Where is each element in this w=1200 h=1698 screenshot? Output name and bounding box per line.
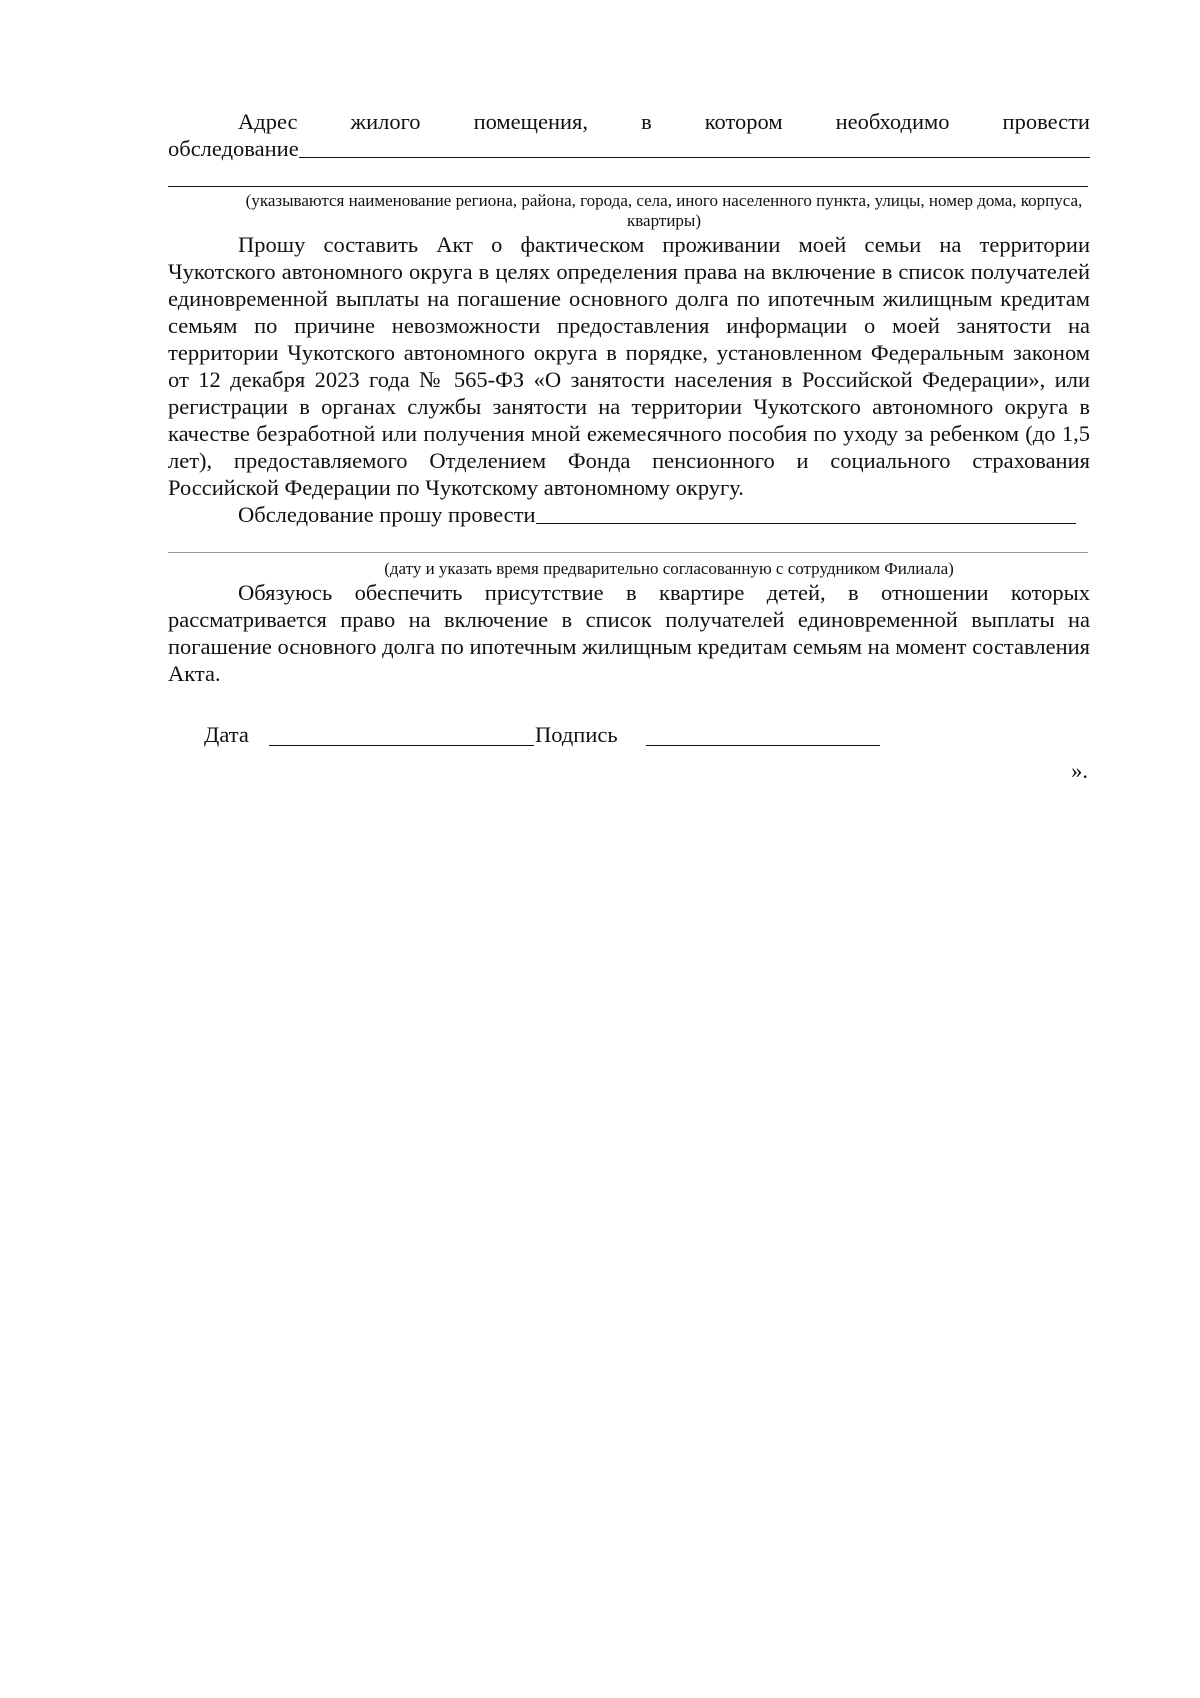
closing-quote-mark: ». — [1071, 758, 1088, 783]
address-hint: (указываются наименование региона, района, города, села, иного населенного пункта, улицы, номер дома, корпуса, квартиры) — [245, 191, 1083, 230]
signature-input-line[interactable] — [646, 745, 880, 746]
inspection-hint: (дату и указать время предварительно согласованную с сотрудником Филиала) — [384, 559, 954, 578]
address-label: обследование — [168, 136, 299, 161]
signature-label: Подпись — [535, 722, 618, 747]
application-form-page — [168, 108, 1090, 784]
inspection-input-line-2[interactable] — [168, 534, 1088, 553]
address-word: жилого — [350, 109, 421, 134]
address-word: помещения, — [473, 109, 589, 134]
address-fill-row — [168, 135, 1090, 162]
inspection-fill-row — [168, 501, 1076, 528]
address-input-line[interactable] — [299, 137, 1090, 158]
date-input-line[interactable] — [269, 745, 534, 746]
address-word: котором — [704, 109, 783, 134]
signature-row — [168, 721, 1090, 751]
inspection-input-line[interactable] — [536, 503, 1077, 524]
address-word: Адрес — [238, 109, 298, 134]
date-label: Дата — [204, 722, 249, 747]
obligation-paragraph: Обязуюсь обеспечить присутствие в квартире детей, в отношении которых рассматривается право на включение в список получателей единовременной выплаты на погашение основного долга по ипотечным жилищным кредитам семьям на момент составления Акта. — [168, 580, 1090, 686]
address-word: провести — [1002, 109, 1090, 134]
address-input-line-2[interactable] — [168, 168, 1088, 187]
address-word: необходимо — [835, 109, 950, 134]
address-word: в — [641, 109, 652, 134]
inspection-label: Обследование прошу провести — [238, 502, 536, 527]
address-heading-line — [168, 108, 1090, 135]
request-paragraph: Прошу составить Акт о фактическом проживании моей семьи на территории Чукотского автономного округа в целях определения права на включение в список получателей единовременной выплаты на погашение основного долга по ипотечным жилищным кредитам семьям по причине невозможности предоставления информации о моей занятости на территории Чукотского автономного округа в порядке, установленном Федеральным законом от 12 декабря 2023 года № 565-ФЗ «О занятости населения в Российской Федерации», или регистрации в органах службы занятости на территории Чукотского автономного округа в качестве безработной или получения мной ежемесячного пособия по уходу за ребенком (до 1,5 лет), предоставляемого Отделением Фонда пенсионного и социального страхования Российской Федерации по Чукотскому автономному округу. — [168, 232, 1090, 500]
